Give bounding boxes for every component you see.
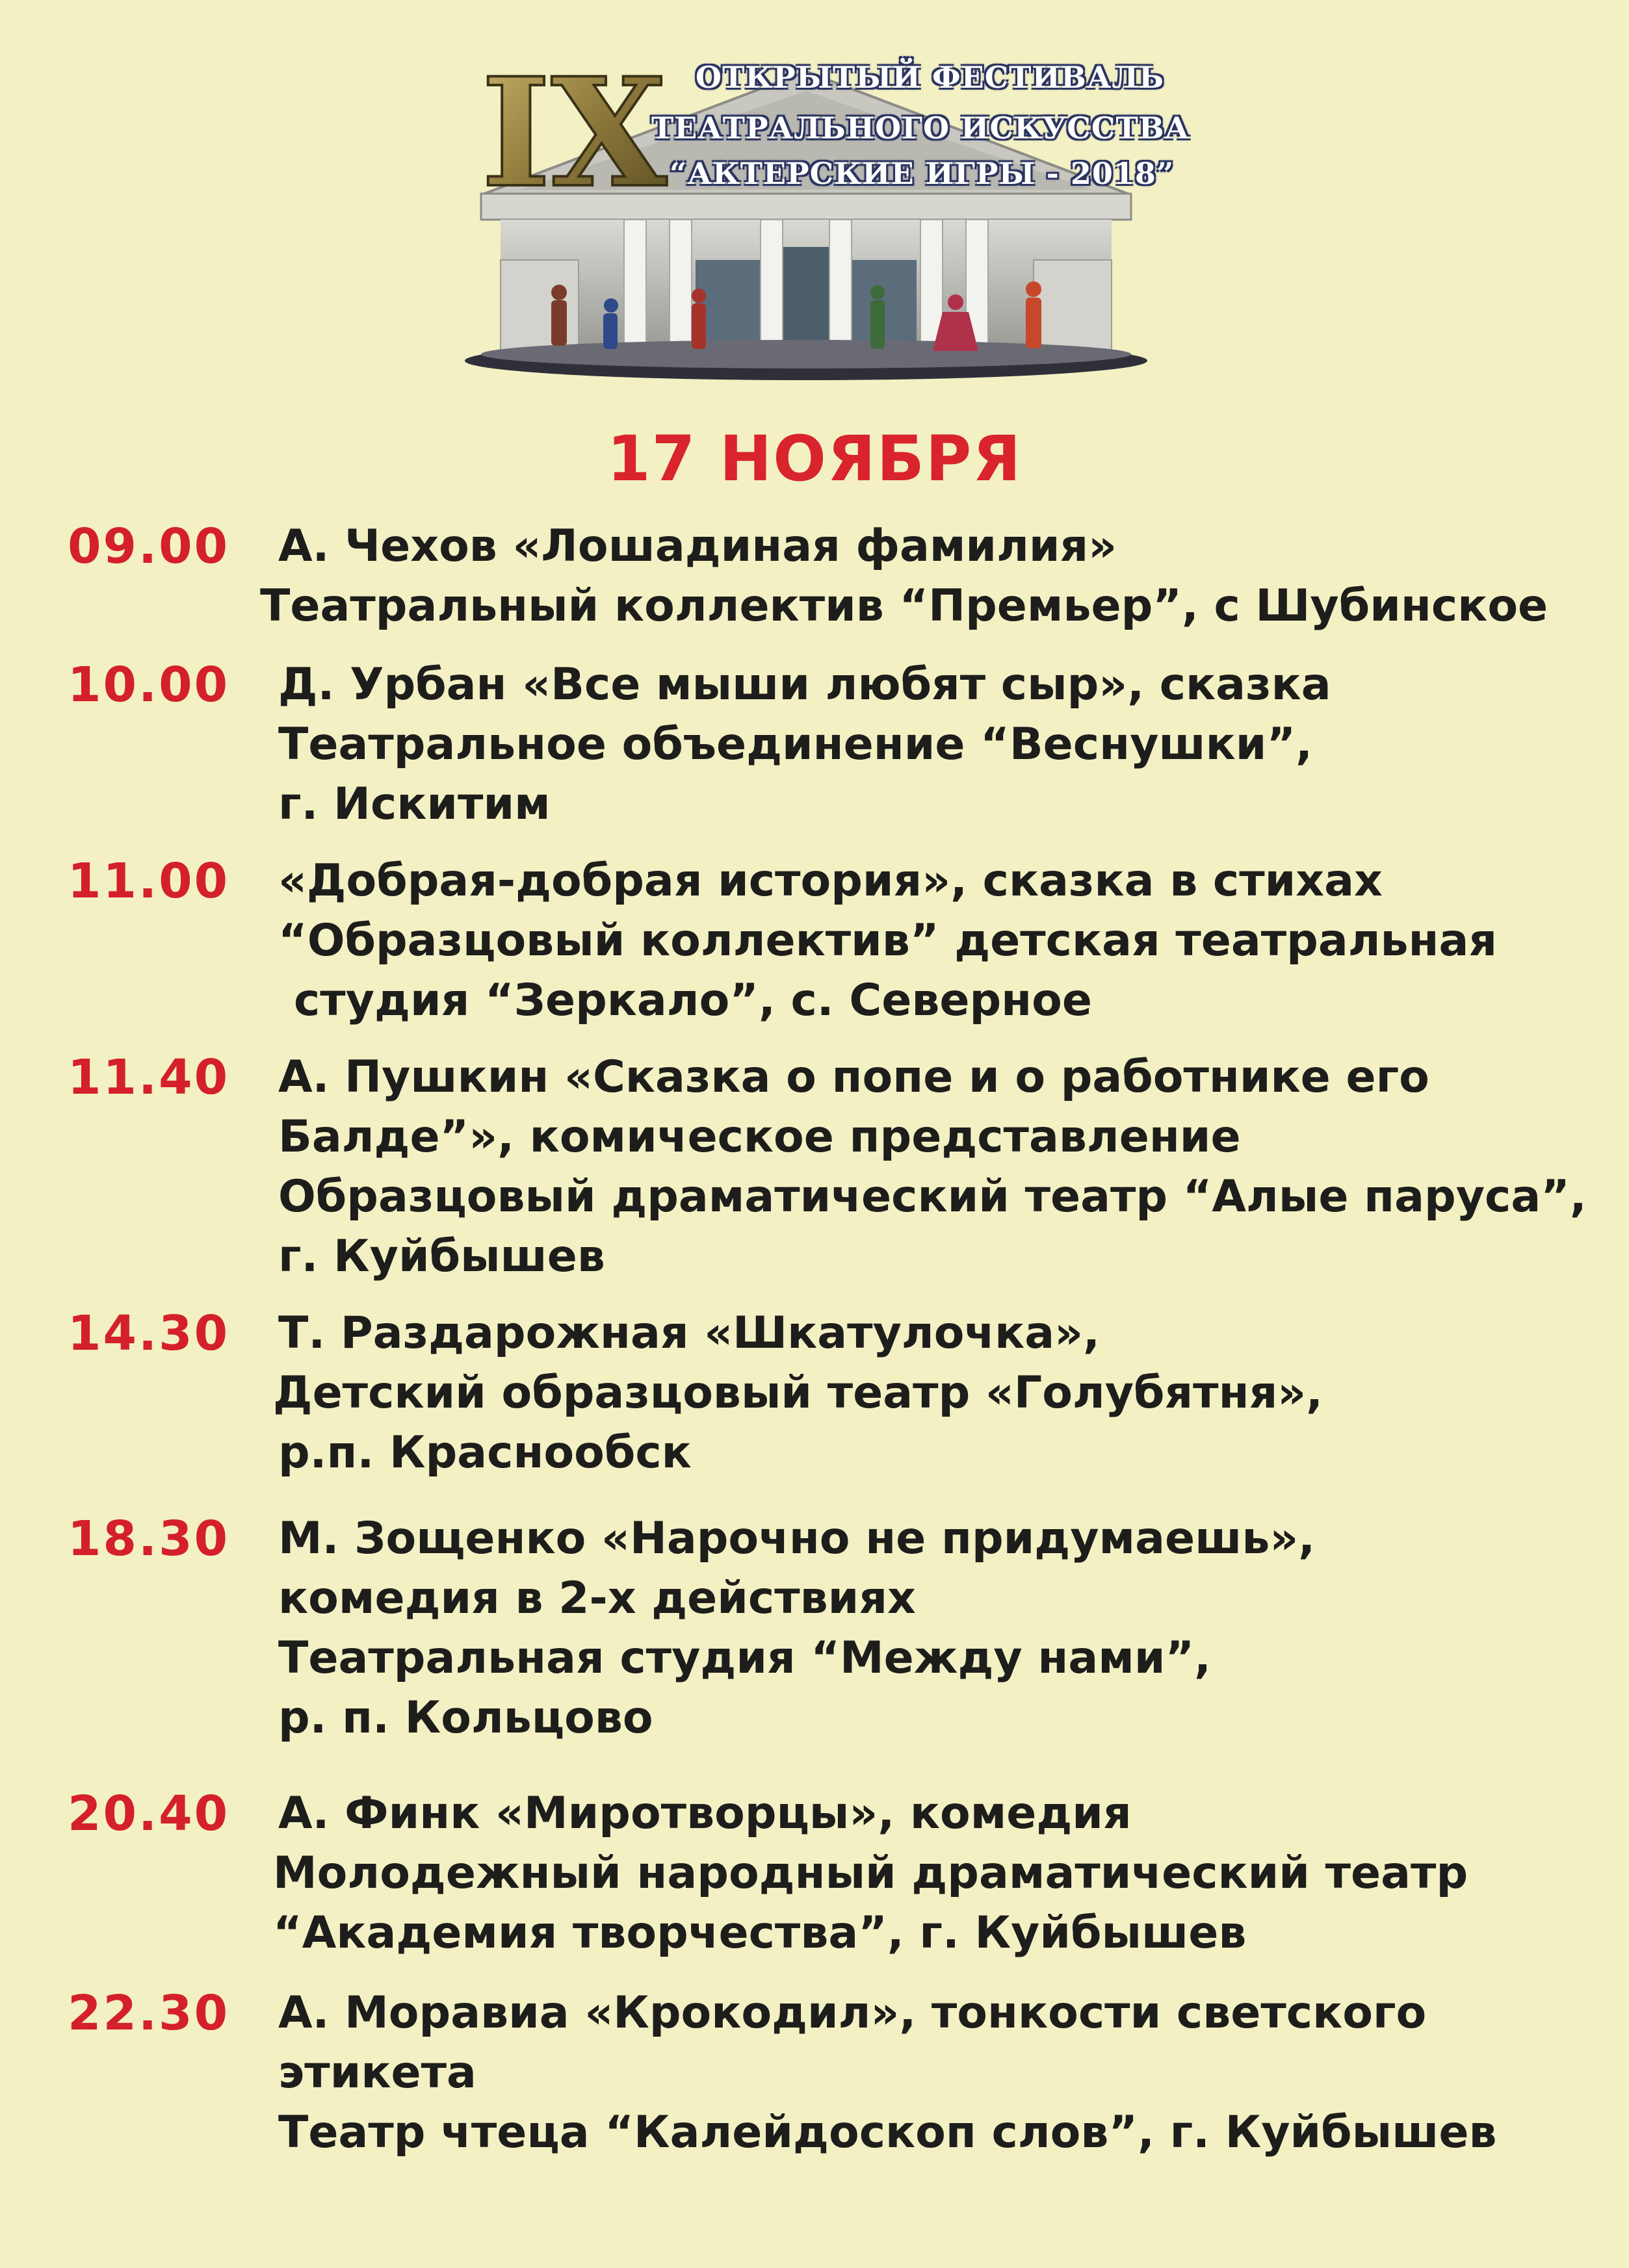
festival-logo (462, 45, 1151, 383)
event-time: 20.40 (68, 1786, 230, 1842)
event-detail: Балде”», комическое представление (278, 1111, 1241, 1163)
event-detail: Образцовый драматический театр “Алые паруса”, (278, 1171, 1587, 1222)
event-detail: этикета (278, 2047, 476, 2098)
theatre-building-illustration (462, 45, 1151, 383)
event-time: 11.00 (68, 853, 230, 909)
festival-title-line-3: “АКТЕРСКИЕ ИГРЫ - 2018” (670, 156, 1175, 191)
event-time: 18.30 (68, 1511, 230, 1567)
event-detail: р. п. Кольцово (278, 1692, 653, 1744)
event-time: 14.30 (68, 1306, 230, 1361)
event-detail: г. Куйбышев (278, 1231, 605, 1282)
event-time: 09.00 (68, 519, 230, 574)
event-detail: Молодежный народный драматический театр (273, 1848, 1468, 1899)
event-detail: р.п. Краснообск (278, 1427, 692, 1478)
event-detail: Театральная студия “Между нами”, (278, 1632, 1212, 1684)
event-detail: “Академия творчества”, г. Куйбышев (273, 1907, 1247, 1959)
event-title: М. Зощенко «Нарочно не придумаешь», (278, 1513, 1316, 1564)
event-detail: Театральное объединение “Веснушки”, (278, 719, 1312, 770)
festival-title-line-2: ТЕАТРАЛЬНОГО ИСКУССТВА (651, 110, 1190, 146)
event-title: Д. Урбан «Все мыши любят сыр», сказка (278, 659, 1331, 710)
event-title: А. Пушкин «Сказка о попе и о работнике его (278, 1051, 1429, 1103)
event-detail: Театр чтеца “Калейдоскоп слов”, г. Куйбышев (278, 2107, 1497, 2158)
event-time: 22.30 (68, 1985, 230, 2041)
event-detail: Детский образцовый театр «Голубятня», (273, 1367, 1323, 1419)
event-detail: Театральный коллектив “Премьер”, с Шубинское (260, 580, 1548, 632)
event-title: «Добрая-добрая история», сказка в стихах (278, 855, 1383, 907)
event-detail: студия “Зеркало”, с. Северное (294, 975, 1092, 1026)
event-detail: “Образцовый коллектив” детская театральная (278, 915, 1498, 966)
event-title: А. Моравиа «Крокодил», тонкости светского (278, 1987, 1427, 2039)
date-heading: 17 НОЯБРЯ (606, 422, 1023, 495)
event-title: А. Чехов «Лошадиная фамилия» (278, 521, 1117, 572)
event-detail: г. Искитим (278, 779, 551, 830)
event-time: 10.00 (68, 657, 230, 713)
event-title: Т. Раздарожная «Шкатулочка», (278, 1308, 1100, 1359)
festival-numeral: IX (481, 45, 668, 221)
event-time: 11.40 (68, 1050, 230, 1105)
festival-title-line-1: ОТКРЫТЫЙ ФЕСТИВАЛЬ (696, 60, 1164, 95)
event-detail: комедия в 2-х действиях (278, 1573, 916, 1624)
event-title: А. Финк «Миротворцы», комедия (278, 1788, 1132, 1839)
